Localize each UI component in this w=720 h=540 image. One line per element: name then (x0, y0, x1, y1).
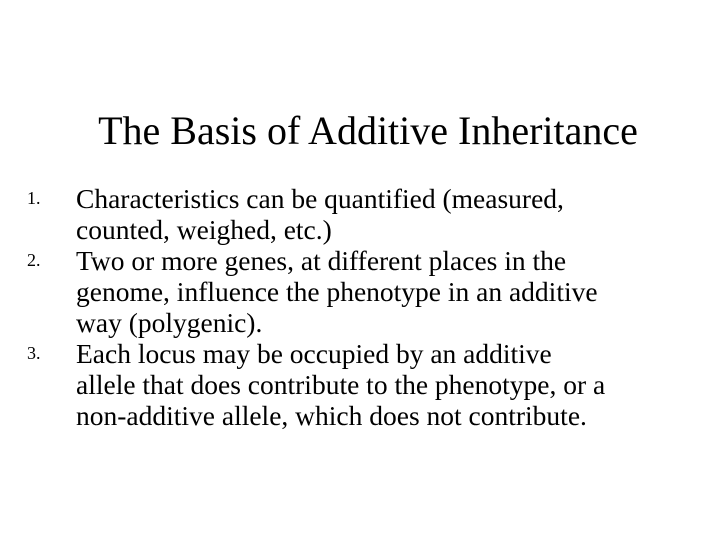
list-item-number: 2. (27, 250, 41, 270)
list-item-text (76, 338, 711, 431)
list-item-line: genome, influence the phenotype in an additive (76, 276, 598, 307)
list-item-line: counted, weighed, etc.) (76, 214, 332, 245)
list-item-line: Characteristics can be quantified (measured, (76, 183, 564, 214)
list-item (0, 245, 720, 338)
slide-title: The Basis of Additive Inheritance (98, 108, 638, 153)
list-item-number: 3. (27, 343, 41, 363)
list-item-line: non-additive allele, which does not contribute. (76, 400, 587, 431)
list-item-line: Each locus may be occupied by an additive (76, 338, 552, 369)
list-item-line: allele that does contribute to the phenotype, or a (76, 369, 606, 400)
list-item-text (76, 183, 711, 245)
list-item (0, 338, 720, 431)
list-item (0, 183, 720, 245)
list-item-line: way (polygenic). (76, 307, 263, 338)
list-item-line: Two or more genes, at different places in the (76, 245, 567, 276)
list-item-number: 1. (27, 188, 41, 208)
numbered-list (0, 183, 720, 431)
list-item-text (76, 245, 711, 338)
